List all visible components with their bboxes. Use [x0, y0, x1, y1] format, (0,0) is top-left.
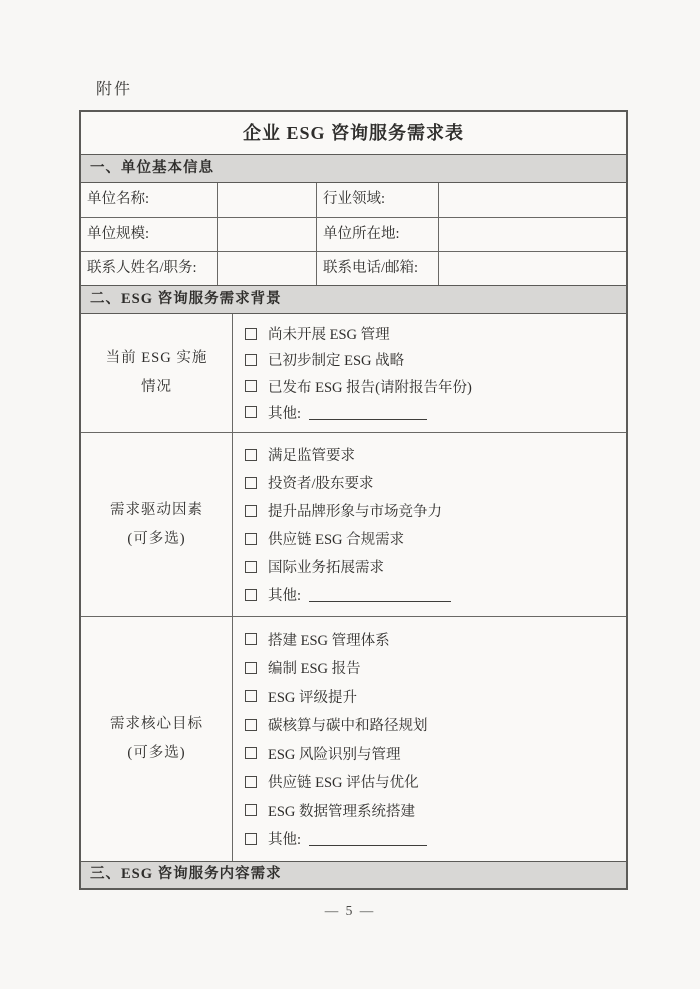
group-current-esg-status: [81, 314, 626, 432]
unit-name-value-cell: [217, 183, 316, 217]
contact-name-title-label: 联系人姓名/职务:: [87, 260, 197, 276]
section-3-header: 三、ESG 咨询服务内容需求: [81, 861, 626, 888]
option-label: 已发布 ESG 报告(请附报告年份): [268, 379, 472, 396]
attachment-label: 附件: [96, 81, 133, 98]
form-title: 企业 ESG 咨询服务需求表: [242, 123, 465, 143]
checkbox-icon: [245, 747, 257, 759]
group-label-line: 需求驱动因素: [110, 501, 203, 518]
group-demand-drivers-options: [232, 433, 626, 616]
checkbox-icon: [245, 505, 257, 517]
checkbox-option-other: [245, 402, 626, 423]
checkbox-option-other: [245, 584, 626, 605]
group-core-goals-label: [81, 617, 232, 861]
group-label-line: 需求核心目标: [110, 716, 203, 732]
option-label: 尚未开展 ESG 管理: [268, 327, 390, 344]
info-row-3: [81, 251, 626, 285]
contact-phone-email-label: 联系电话/邮箱:: [316, 252, 438, 285]
section-1-header: 一、单位基本信息: [81, 154, 626, 183]
contact-name-title-value-cell: [217, 252, 316, 285]
unit-location-value-cell: [438, 218, 626, 251]
option-label: ESG 数据管理系统搭建: [268, 803, 416, 820]
checkbox-option: [245, 349, 626, 370]
option-label: 搭建 ESG 管理体系: [268, 632, 390, 649]
checkbox-option: [245, 771, 626, 792]
option-label: 提升品牌形象与市场竞争力: [268, 504, 442, 520]
checkbox-icon: [245, 662, 257, 674]
unit-location-label: 单位所在地:: [316, 218, 438, 251]
group-demand-drivers: [81, 432, 626, 616]
checkbox-icon: [245, 690, 257, 702]
option-label: 投资者/股东要求: [268, 476, 374, 492]
checkbox-icon: [245, 477, 257, 489]
checkbox-icon: [245, 533, 257, 545]
option-label: 已初步制定 ESG 战略: [268, 353, 405, 370]
option-label: 供应链 ESG 评估与优化: [268, 775, 419, 792]
checkbox-option-other: [245, 828, 626, 849]
checkbox-option: [245, 472, 626, 493]
checkbox-option: [245, 556, 626, 577]
checkbox-icon: [245, 776, 257, 788]
unit-scale-label: 单位规模:: [87, 226, 150, 242]
checkbox-option: [245, 743, 626, 764]
checkbox-icon: [245, 833, 257, 845]
checkbox-icon: [245, 561, 257, 573]
fill-in-blank-line: [309, 419, 427, 420]
option-label: 供应链 ESG 合规需求: [268, 532, 405, 548]
checkbox-option: [245, 323, 626, 344]
checkbox-option: [245, 800, 626, 821]
option-label: 满足监管要求: [268, 448, 355, 464]
esg-demand-form-table: [79, 110, 628, 890]
group-label-line: (可多选): [127, 745, 186, 761]
checkbox-option: [245, 444, 626, 465]
fill-in-blank-line: [309, 845, 427, 846]
fill-in-blank-line: [309, 601, 451, 602]
checkbox-icon: [245, 406, 257, 418]
checkbox-icon: [245, 719, 257, 731]
section-2-header: 二、ESG 咨询服务需求背景: [81, 285, 626, 314]
option-label: 国际业务拓展需求: [268, 560, 384, 576]
group-core-goals-options: [232, 617, 626, 861]
checkbox-option: [245, 657, 626, 678]
group-demand-drivers-label: [81, 433, 232, 616]
group-core-goals: [81, 616, 626, 861]
checkbox-option: [245, 629, 626, 650]
checkbox-icon: [245, 328, 257, 340]
option-label: ESG 风险识别与管理: [268, 746, 401, 763]
info-row-2: [81, 217, 626, 251]
group-label-line: 情况: [141, 379, 172, 395]
option-label: 其他:: [268, 832, 302, 849]
group-current-esg-status-label: [81, 314, 232, 432]
checkbox-icon: [245, 589, 257, 601]
contact-phone-email-value-cell: [438, 252, 626, 285]
group-label-line: (可多选): [127, 530, 186, 547]
checkbox-icon: [245, 804, 257, 816]
industry-field-label: 行业领域:: [316, 183, 438, 217]
group-label-line: 当前 ESG 实施: [105, 350, 208, 366]
checkbox-icon: [245, 354, 257, 366]
option-label: 编制 ESG 报告: [268, 661, 361, 678]
info-row-1: [81, 183, 626, 217]
page-number: — 5 —: [324, 903, 376, 918]
checkbox-icon: [245, 380, 257, 392]
group-current-esg-status-options: [232, 314, 626, 432]
unit-name-label: 单位名称:: [87, 191, 150, 207]
checkbox-option: [245, 686, 626, 707]
checkbox-option: [245, 528, 626, 549]
checkbox-option: [245, 714, 626, 735]
unit-scale-value-cell: [217, 218, 316, 251]
checkbox-option: [245, 500, 626, 521]
checkbox-icon: [245, 633, 257, 645]
checkbox-option: [245, 376, 626, 397]
option-label: 其他:: [268, 588, 302, 604]
checkbox-icon: [245, 449, 257, 461]
option-label: 碳核算与碳中和路径规划: [268, 718, 428, 735]
option-label: 其他:: [268, 405, 302, 422]
industry-field-value-cell: [438, 183, 626, 217]
option-label: ESG 评级提升: [268, 689, 358, 706]
